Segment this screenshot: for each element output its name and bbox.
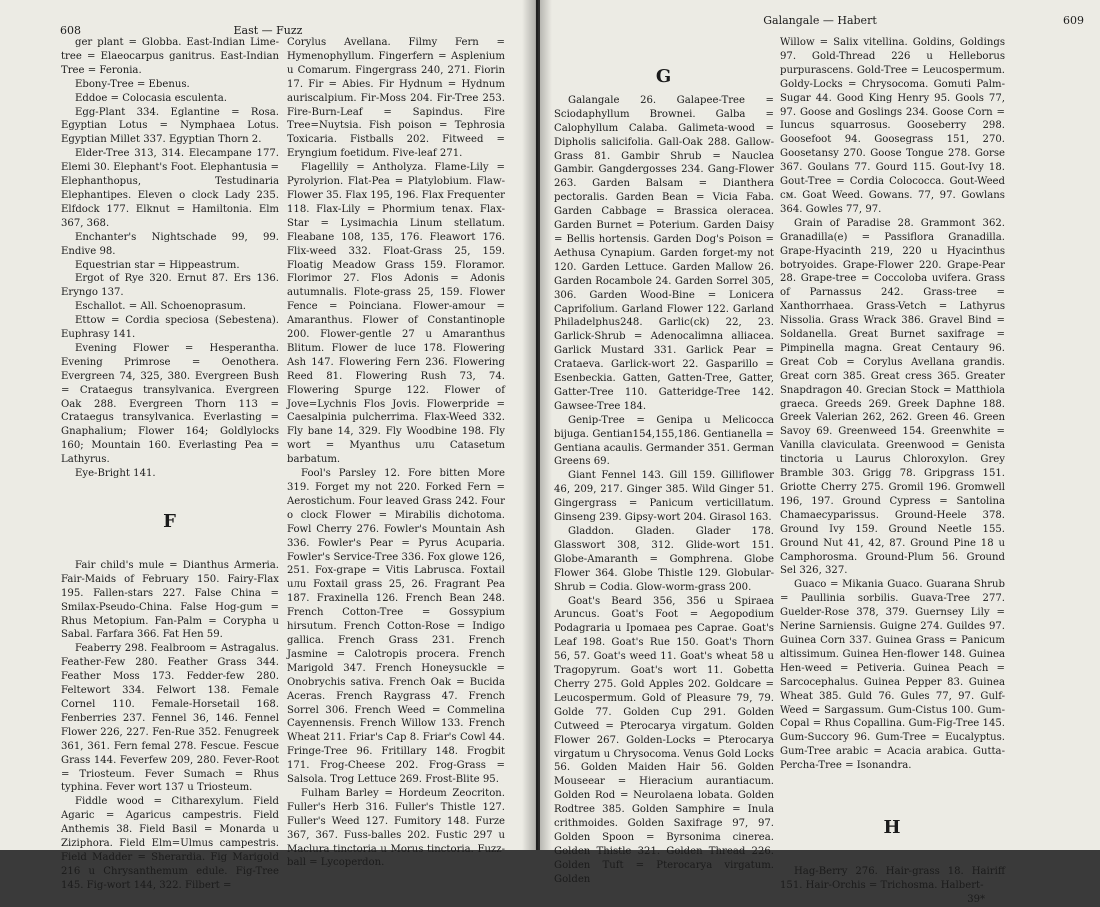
section-letter-g: G: [655, 66, 673, 87]
entry: Galangale 26. Galapee-Tree = Sciodaphyllum Brownei. Galba = Calophyllum Calaba. Galimeta-wood = Dipholis salicifolia. Gall-Oak 288. Gallow-Grass 81. Gambir Shrub = Nauclea Gambir. Gangdergosses 234. Gang-Flower 263. Garden Balsam = Dianthera pectoralis. Garden Bean = Vicia Faba. Garden Cabbage = Brassica oleracea. Garden Burnet = Poterium. Garden Daisy = Bellis hortensis. Garden Dog's Poison = Aethusa Cynapium. Garden forget-my not 120. Garden Lettuce. Garden Mallow 26. Garden Rocambole 24. Garden Sorrel 305, 306. Garden Wood-Bine = Lonicera Caprifolium. Garland Flower 122. Garland Philadelphus248. Garlic(ck) 22, 23. Garlick-Shrub = Adenocalimna alliacea. Garlick Mustard 331. Garlick Pear = Crataeva. Garlick-wort 22. Gasparillo = Esenbeckia. Gatten, Gatten-Tree, Gatter, Gatter-Tree 110. Gatteridge-Tree 142. Gawsee-Tree 184.: [554, 94, 774, 412]
entry: Fiddle wood = Citharexylum. Field Agaric = Agaricus campestris. Field Anthemis 38. Field Basil = Monarda u Ziziphora. Field Elm=Ulmus campestris. Field Madder = Sherardia. Fig Marigold 216 u Chrysanthemum edule. Fig-Tree 145. Fig-wort 144, 322. Filbert =: [61, 796, 279, 891]
entry: Hag-Berry 276. Hair-grass 18. Hairiff 151. Hair-Orchis = Trichosma. Halbert-: [780, 865, 1005, 891]
entry: Fulham Barley = Hordeum Zeocriton. Fuller's Herb 316. Fuller's Thistle 127. Fuller's Weed 127. Fumitory 148. Furze 367, 367. Fuss-balles 202. Fustic 297 u Maclura tinctoria u Morus tinctoria. Fuzz-ball = Lycoperdon.: [287, 787, 505, 869]
entry: Eddoe = Colocasia esculenta.: [75, 92, 227, 104]
right-column-2: [780, 36, 1005, 907]
entry: Grain of Paradise 28. Grammont 362. Granadilla(e) = Passiflora Granadilla. Grape-Hyacinth 219, 220 u Hyacinthus botryoides. Grape-Flower 220. Grape-Pear 28. Grape-tree = Coccoloba uvifera. Grass of Parnassus 242. Grass-tree = Xanthorrhaea. Grass-Vetch = Lathyrus Nissolia. Grass Wrack 386. Gravel Bind = Soldanella. Great Burnet saxifrage = Pimpinella magna. Great Centaury 96. Great Cob = Corylus Avellana grandis. Great corn 385. Great cress 365. Greater Snapdragon 40. Grecian Stock = Matthiola graeca. Greeds 269. Greek Daphne 188. Greek Valerian 262, 262. Green 46. Green Savoy 69. Greenweed 154. Greenwhite = Vanilla claviculata. Greenwood = Genista tinctoria u Laurus Chloroxylon. Grey Bramble 303. Grigg 78. Gripgrass 151. Griotte Cherry 275. Gromil 196. Gromwell 196, 197. Ground Cypress = Santolina Chamaecyparissus. Ground-Heele 378. Ground Ivy 159. Ground Neetle 155. Ground Nut 41, 42, 87. Ground Pine 18 u Camphorosma. Ground-Plum 56. Ground Sel 326, 327.: [780, 217, 1005, 577]
entry: Eye-Bright 141.: [75, 468, 156, 480]
signature-mark: 39*: [967, 893, 985, 905]
entry: ger plant = Globba. East-Indian Lime-tree = Elaeocarpus ganitrus. East-Indian Tree = Feronia.: [61, 37, 279, 76]
left-running-title: East — Fuzz: [233, 24, 303, 37]
right-running-head: [540, 10, 1100, 30]
entry: Enchanter's Nightschade 99, 99. Endive 98.: [61, 231, 279, 257]
left-column-2: [287, 36, 505, 870]
right-column-1: [554, 66, 774, 887]
entry: Egg-Plant 334. Eglantine = Rosa. Egyptian Lotus = Nymphaea Lotus. Egyptian Millet 337. Egyptian Thorn 2.: [61, 106, 279, 146]
entry: Goat's Beard 356, 356 u Spiraea Aruncus. Goat's Foot = Aegopodium Podagraria u Ipomaea pes Caprae. Goat's Leaf 198. Goat's Rue 150. Goat's Thorn 56, 57. Goat's weed 11. Goat's wheat 58 u Tragopyrum. Goat's wort 11. Gobetta Cherry 275. Gold Apples 202. Goldcare = Leucospermum. Gold of Pleasure 79, 79. Golde 77. Golden Cup 291. Golden Cutweed = Pterocarya virgatum. Golden Flower 267. Golden-Locks = Pterocarya virgatum u Chrysocoma. Venus Gold Locks 56. Golden Maiden Hair 56. Golden Mouseear = Hieracium aurantiacum. Golden Rod = Neurolaena lobata. Golden Rodtree 385. Golden Samphire = Inula crithmoides. Golden Saxifrage 97, 97. Golden Spoon = Byrsonima cinerea. Golden Thistle 321. Golden Thread 226. Golden Tuft = Pterocarya virgatum. Golden: [554, 595, 774, 885]
entry: Equestrian star = Hippeastrum.: [75, 259, 240, 271]
entry: Gladdon. Gladen. Glader 178. Glasswort 308, 312. Glide-wort 151. Globe-Amaranth = Gomphrena. Globe Flower 364. Globe Thistle 129. Globular-Shrub = Codia. Glow-worm-grass 200.: [554, 526, 774, 593]
section-letter-h: H: [883, 817, 902, 839]
entry: Ettow = Cordia speciosa (Sebestena). Euphrasy 141.: [61, 315, 279, 341]
left-column-1: [61, 36, 279, 893]
entry: Ergot of Rye 320. Ernut 87. Ers 136. Eryngo 137.: [61, 273, 279, 299]
entry: Elder-Tree 313, 314. Elecampane 177. Elemi 30. Elephant's Foot. Elephantusia = Elephanthopus, Testudinaria Elephantipes. Eleven o clock Lady 235. Elfdock 177. Elknut = Hamiltonia. Elm 367, 368.: [61, 148, 279, 229]
entry: Eschallot. = All. Schoenoprasum.: [75, 301, 247, 313]
entry: Fool's Parsley 12. Fore bitten More 319. Forget my not 220. Forked Fern = Aerostichum. Four leaved Grass 242. Four o clock Flower = Mirabilis dichotoma. Fowl Cherry 276. Fowler's Mountain Ash 336. Fowler's Pear = Pyrus Acuparia. Fowler's Service-Tree 336. Fox glowe 126, 251. Fox-grape = Vitis Labruscа. Foxtail uлu Foxtail grass 25, 26. Fragrant Pea 187. Fraxinella 126. French Bean 248. French Cotton-Tree = Gossypium hirsutum. French Cotton-Rose = Indigo gallica. French Grass 231. French Jasmine = Calotropis procera. French Marigold 347. French Honeysuckle = Onobrychis sativa. French Oak = Bucida Aceras. French Raygrass 47. French Sorrel 306. French Weed = Commelina Cayennensis. French Willow 133. French Wheat 211. Friar's Cap 8. Friar's Cowl 44. Fringe-Tree 96. Fritillary 148. Frogbit 171. Frog-Cheese 202. Frog-Grass = Salsola. Trog Lettuce 269. Frost-Blite 95.: [287, 468, 505, 786]
book-gutter: [522, 0, 552, 850]
entry: Genip-Tree = Genipa u Melicocca bijuga. Gentian154,155,186. Gentianella = Gentiana acaulis. Germander 351. German Greens 69.: [554, 414, 774, 468]
left-running-head: [0, 10, 536, 37]
entry: Willow = Salix vitellina. Goldins, Goldings 97. Gold-Thread 226 u Helleborus purpurascens. Gold-Tree = Leucospermum. Goldy-Locks = Chrysocoma. Gomuti Palm-Sugar 44. Good King Henry 95. Gools 77, 97. Goose and Goslings 234. Goose Corn = Iuncus squarrosus. Gooseberry 298. Goosefoot 94. Goosegrass 151, 270. Goosetansy 270. Goose Tongue 278. Gorse 367. Goulans 77. Gourd 115. Gout-Ivy 18. Gout-Tree = Cordia Colococca. Gout-Weed cм. Goat Weed. Gowans. 77, 97. Gowlans 364. Gowles 77, 97.: [780, 37, 1005, 215]
entry: Feaberry 298. Fealbroom = Astragalus. Feather-Few 280. Feather Grass 344. Feather Moss 173. Fedder-few 280. Feltewort 334. Felwort 138. Female Cornel 110. Female-Horsetail 168. Fenberries 237. Fennel 36, 146. Fennel Flower 226, 227. Fen-Rue 352. Fenugreek 361, 361. Fern femal 278. Fescue. Fescue Grass 144. Feverfew 209, 280. Fever-Root = Triosteum. Fever Sumach = Rhus typhina. Fever wort 137 u Triosteum.: [61, 643, 279, 794]
entry: Ebony-Tree = Ebenus.: [75, 78, 190, 90]
left-page: [0, 0, 536, 891]
entry: Evening Flower = Hesperantha. Evening Primrose = Oenothera. Evergreen 74, 325, 380. Evergreen Bush = Crataegus transylvanica. Evergreen Oak 288. Evergreen Thorn 113 = Crataegus transylvanica. Everlasting = Gnaphalium; Flower 164; Goldlylocks 160; Mountain 160. Everlasting Pea = Lathyrus.: [61, 342, 279, 466]
section-letter-f: F: [163, 511, 177, 532]
right-page-number: 609: [1063, 14, 1084, 27]
right-page: [540, 0, 1100, 905]
entry: Flagellily = Antholyza. Flame-Lily = Pyrolyrion. Flat-Pea = Platylobium. Flaw-Flower 35. Flax 195, 196. Flax Frequenter 118. Flax-Lily = Phormium tenax. Flax-Star = Lysimachia Linum stellatum. Fleabane 108, 135, 176. Fleawort 176. Flix-weed 332. Float-Grass 25, 159. Floatig Meadow Grass 159. Floramor. Florimor 27. Flos Adonis = Adonis autumnalis. Flote-grass 25, 159. Flower Fence = Poinciana. Flower-amour = Amaranthus. Flower of Constantinople 200. Flower-gentle 27 u Amaranthus Blitum. Flower de luce 178. Flowering Ash 147. Flowering Fern 236. Flowering Reed 81. Flowering Rush 73, 74. Flowering Spurge 122. Flower of Jove=Lychnis Flos Jovis. Flowerpride = Caesalpinia pulcherrima. Flax-Weed 332. Fly bane 14, 329. Fly Woodbine 198. Fly wort = Myanthus uлu Catasetum barbatum.: [287, 162, 505, 466]
entry: Corylus Avellana. Filmy Fern = Hymenophyllum. Fingerfern = Asplenium u Comarum. Fingergrass 240, 271. Fiorin 17. Fir = Abies. Fir Hydnum = Hydnum auriscalpium. Fir-Moss 204. Fir-Tree 253. Fire-Burn-Leaf = Sapindus. Fire Tree=Nuytsia. Fish poison = Tephrosia Toxicaria. Fistballs 202. Fitweed = Eryngium foetidum. Five-leaf 271.: [287, 37, 505, 160]
right-running-title: Galangale — Habert: [763, 14, 877, 27]
entry: Guaco = Mikania Guaco. Guarana Shrub = Paullinia sorbilis. Guava-Tree 277. Guelder-Rose 378, 379. Guernsey Lily = Nerine Sarniensis. Guigne 274. Guildes 97. Guinea Corn 337. Guinea Grass = Panicum altissimum. Guinea Hen-flower 148. Guinea Hen-weed = Petiveria. Guinea Peach = Sarcocephalus. Guinea Pepper 83. Guinea Wheat 385. Guld 76. Gules 77, 97. Gulf-Weed = Sargassum. Gum-Cistus 100. Gum-Copal = Rhus Copallina. Gum-Fig-Tree 145. Gum-Succory 96. Gum-Tree = Eucalyptus. Gum-Tree arabic = Acacia arabica. Gutta-Percha-Tree = Isonandra.: [780, 579, 1005, 772]
entry: Fair child's mule = Dianthus Armeria. Fair-Maids of February 150. Fairy-Flax 195. Fallen-stars 227. False China = Smilax-Pseudo-China. False Hog-gum = Rhus Metopium. Fan-Palm = Corypha u Sabal. Farfara 366. Fat Hen 59.: [61, 559, 279, 641]
left-page-number: 608: [60, 24, 81, 37]
entry: Giant Fennel 143. Gill 159. Gilliflower 46, 209, 217. Ginger 385. Wild Ginger 51. Gingergrass = Panicum verticillatum. Ginseng 239. Gipsy-wort 204. Girasol 163.: [554, 470, 774, 524]
